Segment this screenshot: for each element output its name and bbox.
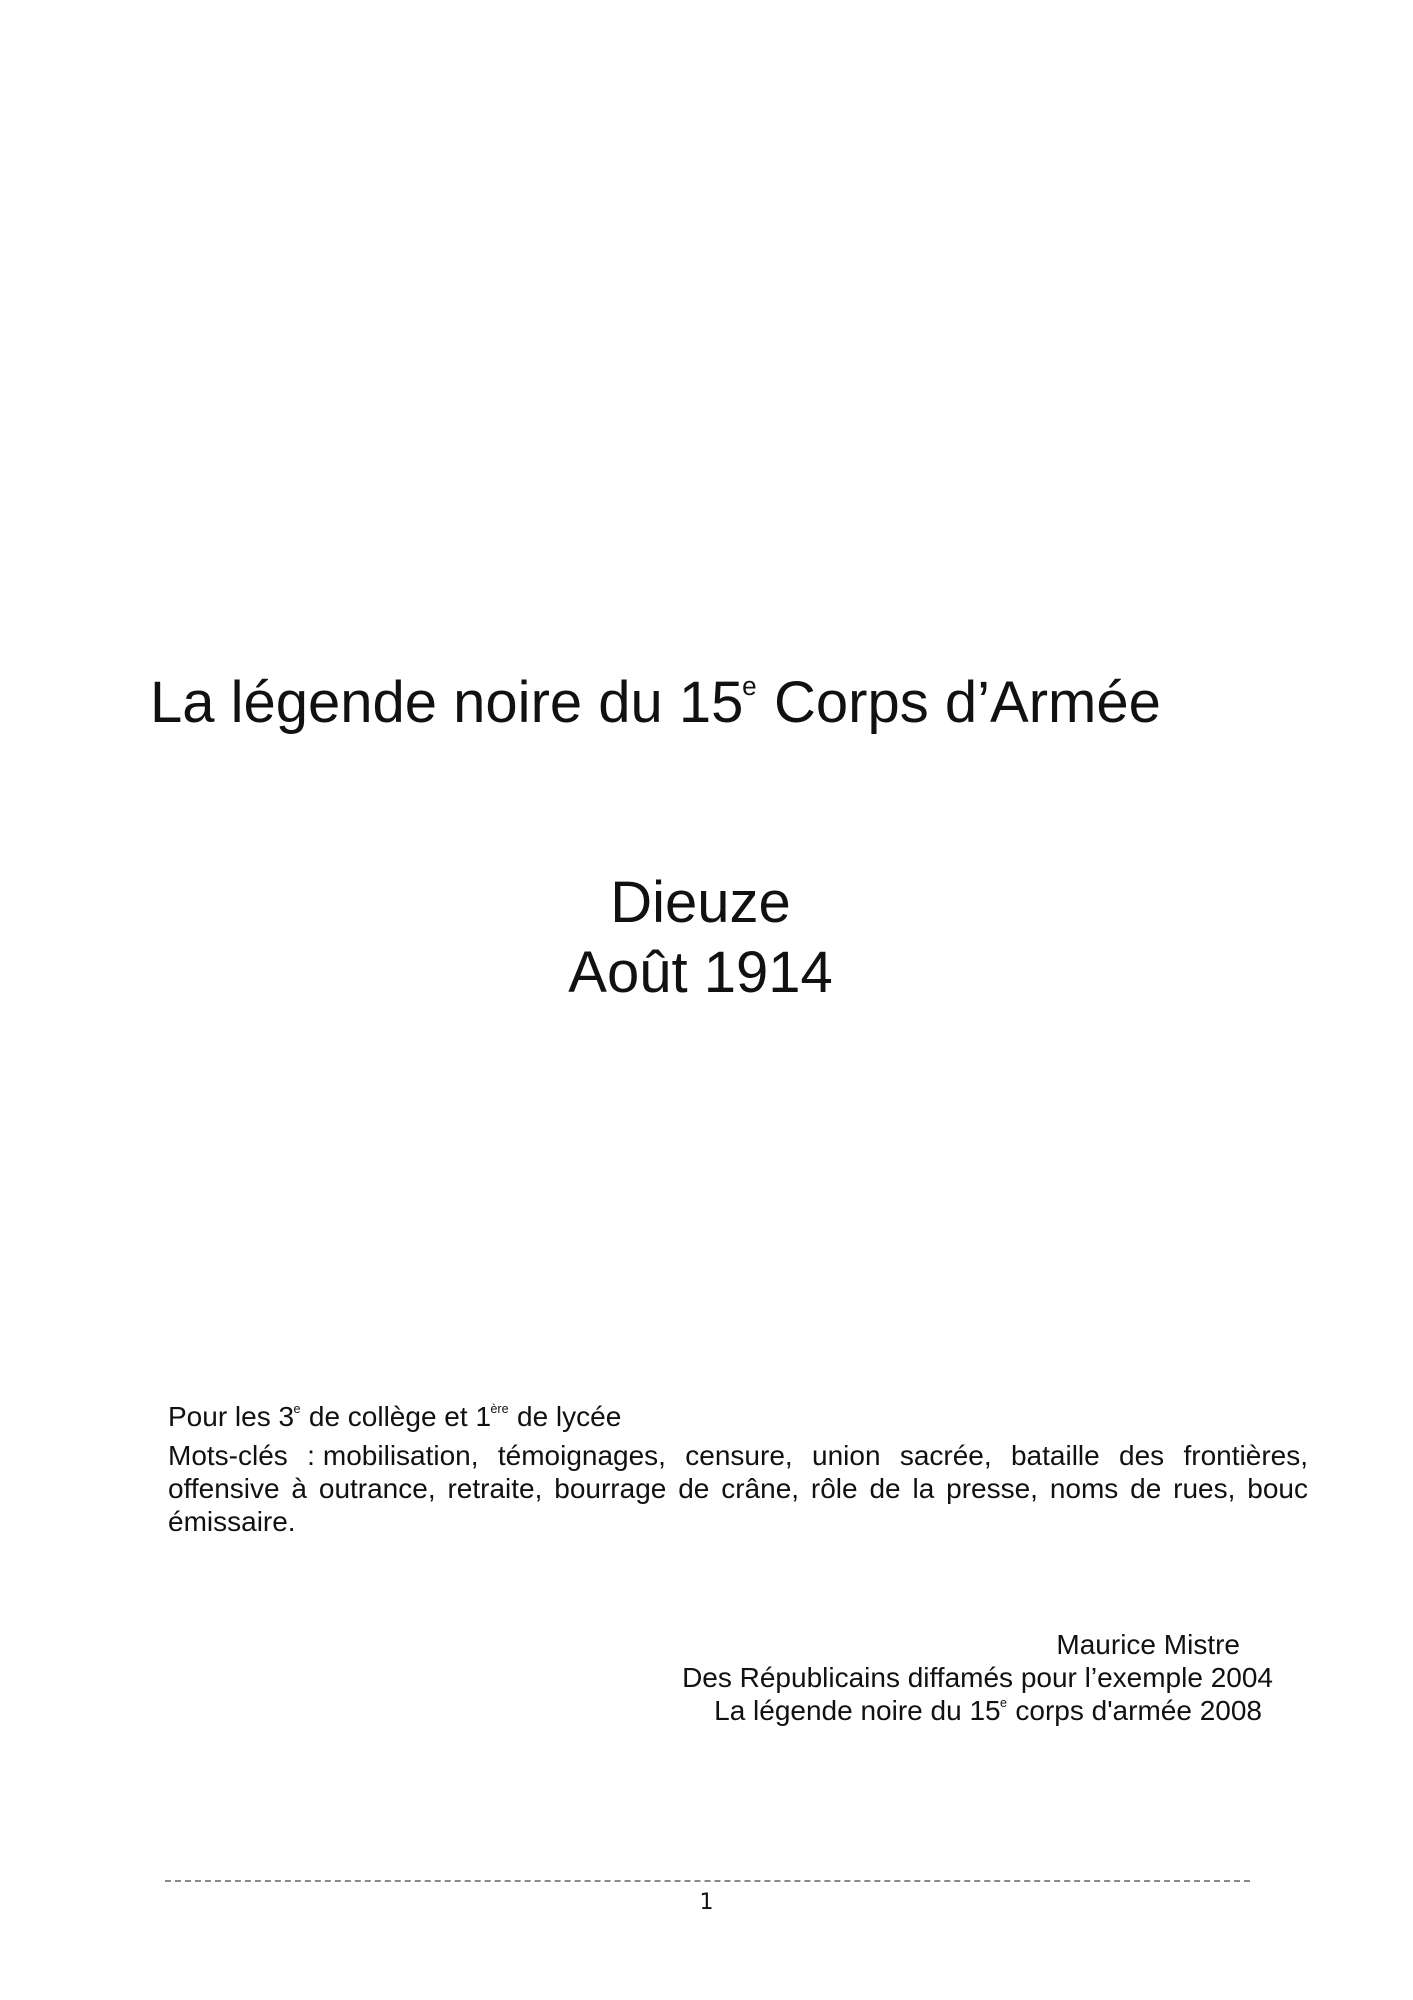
title-prefix: La légende noire du 15 <box>150 670 744 735</box>
title-superscript: e <box>742 670 757 701</box>
document-title <box>150 668 1300 748</box>
page-number: 1 <box>699 1890 714 1915</box>
audience-block <box>168 1400 1308 1538</box>
book2-prefix: La légende noire du 15 <box>714 1695 1001 1726</box>
book2-suffix: corps d'armée 2008 <box>1007 1695 1262 1726</box>
place-name: Dieuze <box>610 870 791 935</box>
author-book-1: Des Républicains diffamés pour l’exemple 2004 <box>682 1662 1273 1693</box>
title-suffix: Corps d’Armée <box>757 670 1161 735</box>
audience-line <box>168 1400 1308 1439</box>
audience-pre: Pour les 3 <box>168 1401 295 1432</box>
keywords-paragraph <box>168 1439 1308 1538</box>
book2-superscript: e <box>999 1695 1007 1710</box>
audience-mid: de collège et 1 <box>301 1401 492 1432</box>
author-block <box>560 1628 1280 1733</box>
place-date-block <box>0 868 1413 1008</box>
event-date: Août 1914 <box>568 940 833 1005</box>
audience-sup-2: ère <box>490 1401 509 1416</box>
audience-sup-1: e <box>293 1401 301 1416</box>
keywords-text: mobilisation, témoignages, censure, union sacrée, bataille des frontières, offensive à outrance, retraite, bourrage de crâne, rôle de la presse, noms de rues, bouc émissaire. <box>168 1440 1308 1537</box>
keywords-label: Mots-clés : <box>168 1440 315 1471</box>
author-book-2 <box>560 1694 1280 1733</box>
author-name: Maurice Mistre <box>1056 1629 1240 1660</box>
audience-post: de lycée <box>509 1401 622 1432</box>
footer-divider <box>165 1880 1250 1882</box>
